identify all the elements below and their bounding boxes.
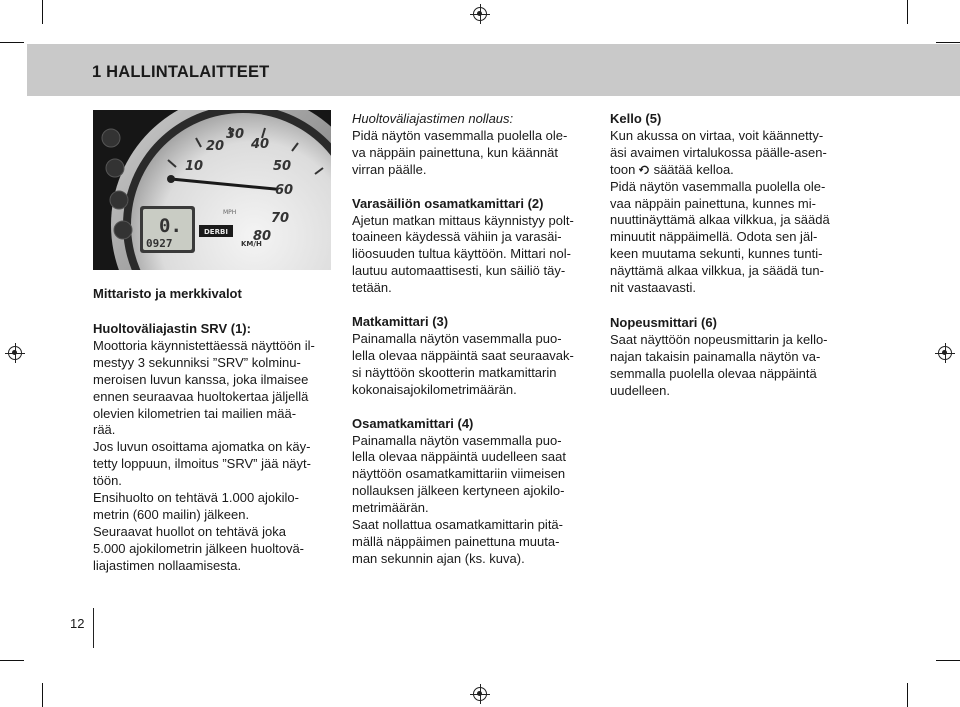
text-line: nit vastaavasti.	[610, 280, 696, 296]
reset-heading: Huoltoväliajastimen nollaus:	[352, 111, 514, 126]
crop-mark	[0, 42, 24, 43]
fuel-heading: Varasäiliön osamatkamittari (2)	[352, 195, 544, 211]
crop-mark	[42, 0, 43, 24]
text-line: Seuraavat huollot on tehtävä joka	[93, 523, 286, 539]
text-line: Ensihuolto on tehtävä 1.000 ajokilo-	[93, 490, 299, 506]
crop-mark	[0, 660, 24, 661]
text-line: Kun akussa on virtaa, voit käännetty-	[610, 127, 824, 143]
text-line: keen muutama sekunti, kunnes tunti-	[610, 246, 823, 262]
registration-mark-icon	[938, 346, 952, 360]
text-line: kokonaisajokilometrimäärän.	[352, 381, 517, 397]
text-line: tetään.	[352, 280, 392, 296]
text-line: nuuttinäyttämä alkaa vilkkua, ja säädä	[610, 212, 830, 228]
page-number: 12	[70, 616, 85, 631]
text-line: metrimäärän.	[352, 500, 429, 516]
crop-mark	[907, 683, 908, 707]
text-line: Jos luvun osoittama ajomatka on käy-	[93, 439, 311, 455]
text-line: najan takaisin painamalla näytön va-	[610, 348, 821, 364]
crop-mark	[936, 660, 960, 661]
speedometer-heading: Nopeusmittari (6)	[610, 314, 717, 330]
speed-label: 40	[251, 137, 270, 152]
text-fragment: säätää kelloa.	[653, 161, 734, 177]
registration-mark-icon	[473, 687, 487, 701]
text-line	[610, 162, 852, 179]
text-line: vaa näppäin painettuna, kunnes mi-	[610, 195, 816, 211]
srv-heading: Huoltoväliajastin SRV (1):	[93, 321, 251, 336]
text-fragment: toon	[610, 161, 636, 177]
speed-label: 50	[273, 159, 292, 174]
text-line: näyttöön osamatkamittariin viimeisen	[352, 466, 566, 482]
text-line: äsi avaimen virtalukossa päälle-asen-	[610, 144, 827, 160]
chapter-title: 1 HALLINTALAITTEET	[92, 63, 270, 81]
clock-heading: Kello (5)	[610, 111, 662, 126]
text-line: töön.	[93, 473, 122, 489]
partial-trip-heading: Osamatkamittari (4)	[352, 415, 474, 431]
brand-badge: DERBI	[204, 228, 228, 236]
text-line: Painamalla näytön vasemmalla puo-	[352, 432, 562, 448]
column-2	[352, 111, 594, 568]
text-line: man sekunnin ajan (ks. kuva).	[352, 550, 525, 566]
trip-heading: Matkamittari (3)	[352, 314, 449, 330]
lcd-odometer: 0927	[146, 237, 173, 250]
unit-label: KM/H	[241, 240, 262, 248]
text-line: lella olevaa näppäintä uudelleen saat	[352, 449, 566, 465]
text-line: 5.000 ajokilometrin jälkeen huoltovä-	[93, 540, 305, 556]
text-line: Pidä näytön vasemmalla puolella ole-	[352, 127, 568, 143]
text-line: liöosuuden tultua käyttöön. Mittari nol-	[352, 246, 571, 262]
text-line: semmalla puolella olevaa näppäintä	[610, 365, 817, 381]
speedometer-illustration	[93, 110, 331, 270]
text-line: ennen seuraavaa huoltokertaa jäljellä	[93, 388, 309, 404]
text-line: nollauksen jälkeen kertyneen ajokilo-	[352, 483, 565, 499]
mph-label: MPH	[223, 209, 237, 216]
text-line: lautuu automaattisesti, kun säiliö täy-	[352, 263, 566, 279]
text-line: lella olevaa näppäintä saat seuraavak-	[352, 347, 574, 363]
speed-label: 70	[271, 211, 290, 226]
text-line: Saat nollattua osamatkamittarin pitä-	[352, 517, 563, 533]
speed-label: 80	[253, 229, 272, 244]
text-line: tetty loppuun, ilmoitus ”SRV” jää näyt-	[93, 456, 311, 472]
speed-label: 20	[206, 139, 225, 154]
crop-mark	[936, 42, 960, 43]
dashboard-photo	[93, 110, 331, 270]
text-line: toaineen käydessä vähiin ja varasäi-	[352, 229, 562, 245]
text-line: si näyttöön skootterin matkamittarin	[352, 364, 557, 380]
text-line: Pidä näytön vasemmalla puolella ole-	[610, 178, 826, 194]
speed-label: 10	[185, 159, 204, 174]
text-line: meroisen luvun kanssa, joka ilmaisee	[93, 371, 309, 387]
column-1	[93, 321, 333, 575]
text-line: näyttämä alkaa vilkkua, ja säädä tun-	[610, 263, 824, 279]
crop-mark	[907, 0, 908, 24]
registration-mark-icon	[473, 7, 487, 21]
text-line: mällä näppäimen painettuna muuta-	[352, 533, 560, 549]
text-line: Saat näyttöön nopeusmittarin ja kello-	[610, 331, 828, 347]
text-line: metrin (600 mailin) jälkeen.	[93, 506, 250, 522]
lcd-digit: 0.	[159, 215, 182, 237]
speed-label: 30	[226, 127, 245, 142]
text-line: va näppäin painettuna, kun käännät	[352, 144, 559, 160]
text-line: rää.	[93, 422, 116, 438]
text-line: minuutit näppäimellä. Odota sen jäl-	[610, 229, 818, 245]
text-line: mestyy 3 sekunniksi ”SRV” kolminu-	[93, 354, 301, 370]
text-line: olevien kilometrien tai mailien mää-	[93, 405, 297, 421]
registration-mark-icon	[8, 346, 22, 360]
key-rotate-icon	[639, 164, 650, 175]
crop-mark	[42, 683, 43, 707]
photo-caption: Mittaristo ja merkkivalot	[93, 286, 242, 301]
text-line: Painamalla näytön vasemmalla puo-	[352, 330, 562, 346]
text-line: Ajetun matkan mittaus käynnistyy polt-	[352, 212, 574, 228]
text-line: liajastimen nollaamisesta.	[93, 557, 242, 573]
speed-label: 60	[275, 183, 294, 198]
page-number-rule	[93, 608, 94, 648]
text-line: virran päälle.	[352, 161, 427, 177]
text-line: uudelleen.	[610, 382, 670, 398]
text-line: Moottoria käynnistettäessä näyttöön il-	[93, 337, 315, 353]
column-3	[610, 111, 852, 400]
